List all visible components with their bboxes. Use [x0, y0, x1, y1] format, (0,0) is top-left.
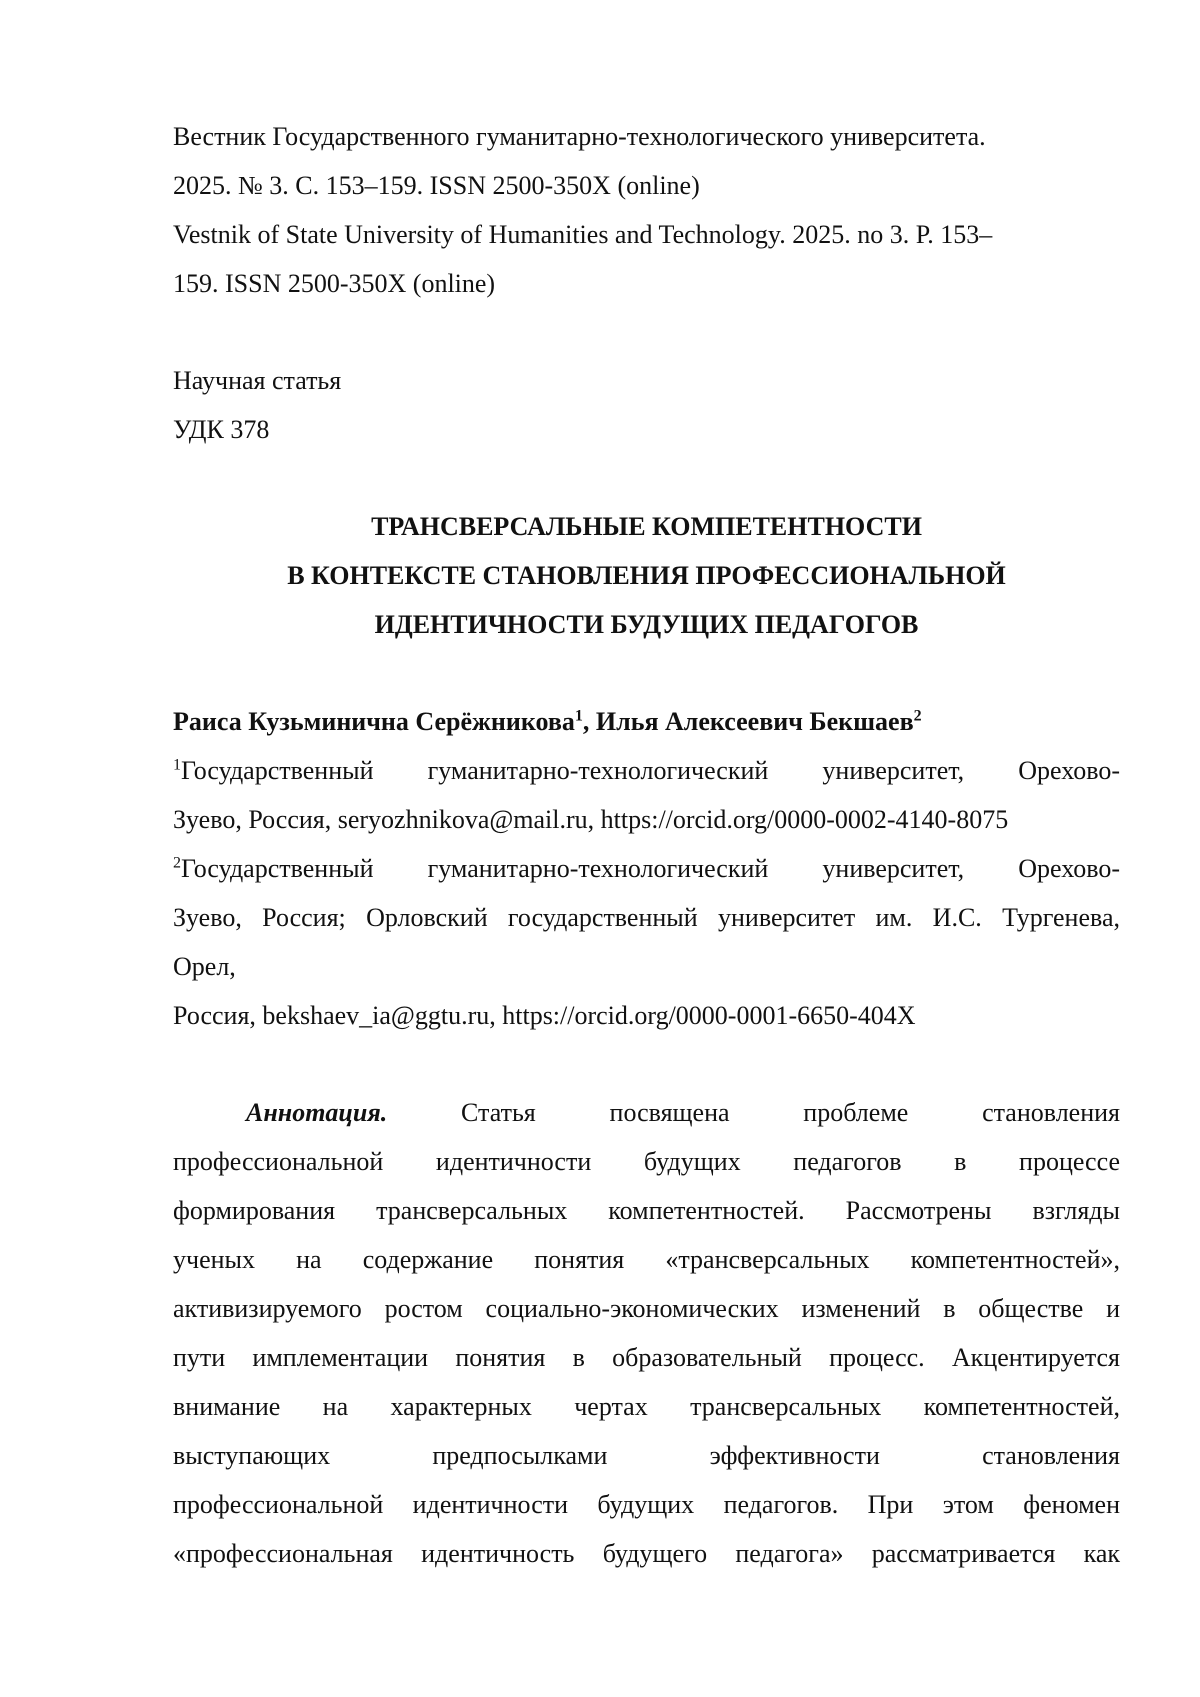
spacer — [173, 308, 1120, 356]
author-affiliation-mark: 1 — [574, 707, 583, 725]
affiliation-1-line-2: Зуево, Россия, seryozhnikova@mail.ru, https://orcid.org/0000-0002-4140-8075 — [173, 805, 1009, 834]
abstract-line-8: выступающих предпосылками эффективности становления — [173, 1441, 1120, 1470]
udk-code: УДК 378 — [173, 415, 270, 444]
abstract-line-9: профессиональной идентичности будущих педагогов. При этом феномен — [173, 1490, 1120, 1519]
journal-citation — [173, 112, 1120, 308]
abstract-line-4: ученых на содержание понятия «трансверсальных компетентностей», — [173, 1245, 1120, 1274]
affiliation-mark: 1 — [173, 756, 181, 774]
affiliation-2-line-3: Орел, — [173, 952, 236, 981]
citation-en-line-1: Vestnik of State University of Humanities and Technology. 2025. no 3. P. 153– — [173, 220, 993, 249]
abstract — [173, 1088, 1120, 1578]
citation-en-line-2: 159. ISSN 2500-350X (online) — [173, 269, 496, 298]
abstract-line-7: внимание на характерных чертах трансверсальных компетентностей, — [173, 1392, 1120, 1421]
author-separator: , — [582, 707, 596, 736]
author-list — [173, 697, 1120, 746]
abstract-line-5: активизируемого ростом социально-экономических изменений в обществе и — [173, 1294, 1120, 1323]
title-line-2: В КОНТЕКСТЕ СТАНОВЛЕНИЯ ПРОФЕССИОНАЛЬНОЙ — [287, 561, 1006, 590]
article-type: Научная статья — [173, 366, 342, 395]
affiliation-2-line-2: Зуево, Россия; Орловский государственный университет им. И.С. Тургенева, — [173, 903, 1120, 932]
abstract-line-3: формирования трансверсальных компетентностей. Рассмотрены взгляды — [173, 1196, 1120, 1225]
affiliation-2-line-4: Россия, bekshaev_ia@ggtu.ru, https://orcid.org/0000-0001-6650-404X — [173, 1001, 916, 1030]
author-affiliation-mark: 2 — [913, 707, 922, 725]
author-name: Раиса Кузьминична Серёжникова — [173, 707, 575, 736]
title-line-1: ТРАНСВЕРСАЛЬНЫЕ КОМПЕТЕНТНОСТИ — [371, 512, 922, 541]
page-content — [173, 112, 1120, 1578]
affiliations — [173, 746, 1120, 1040]
abstract-line-10: «профессиональная идентичность будущего педагога» рассматривается как — [173, 1539, 1120, 1568]
abstract-line-1 — [173, 1088, 1120, 1137]
abstract-label: Аннотация. — [246, 1098, 388, 1127]
author-name: Илья Алексеевич Бекшаев — [595, 707, 914, 736]
abstract-text: Статья посвящена проблеме становления — [461, 1098, 1120, 1127]
affiliation-text: Государственный гуманитарно-технологический университет, Орехово- — [181, 756, 1120, 785]
affiliation-2-line-1 — [173, 844, 1120, 893]
affiliation-text: Государственный гуманитарно-технологический университет, Орехово- — [181, 854, 1120, 883]
spacer — [173, 1040, 1120, 1088]
article-meta — [173, 356, 1120, 454]
abstract-line-6: пути имплементации понятия в образовательный процесс. Акцентируется — [173, 1343, 1120, 1372]
spacer — [173, 649, 1120, 697]
affiliation-mark: 2 — [173, 854, 181, 872]
citation-ru-line-2: 2025. № 3. С. 153–159. ISSN 2500-350X (online) — [173, 171, 700, 200]
affiliation-1-line-1 — [173, 746, 1120, 795]
spacer — [173, 454, 1120, 502]
citation-ru-line-1: Вестник Государственного гуманитарно-технологического университета. — [173, 122, 986, 151]
abstract-line-2: профессиональной идентичности будущих педагогов в процессе — [173, 1147, 1120, 1176]
article-title — [173, 502, 1120, 649]
title-line-3: ИДЕНТИЧНОСТИ БУДУЩИХ ПЕДАГОГОВ — [374, 610, 919, 639]
